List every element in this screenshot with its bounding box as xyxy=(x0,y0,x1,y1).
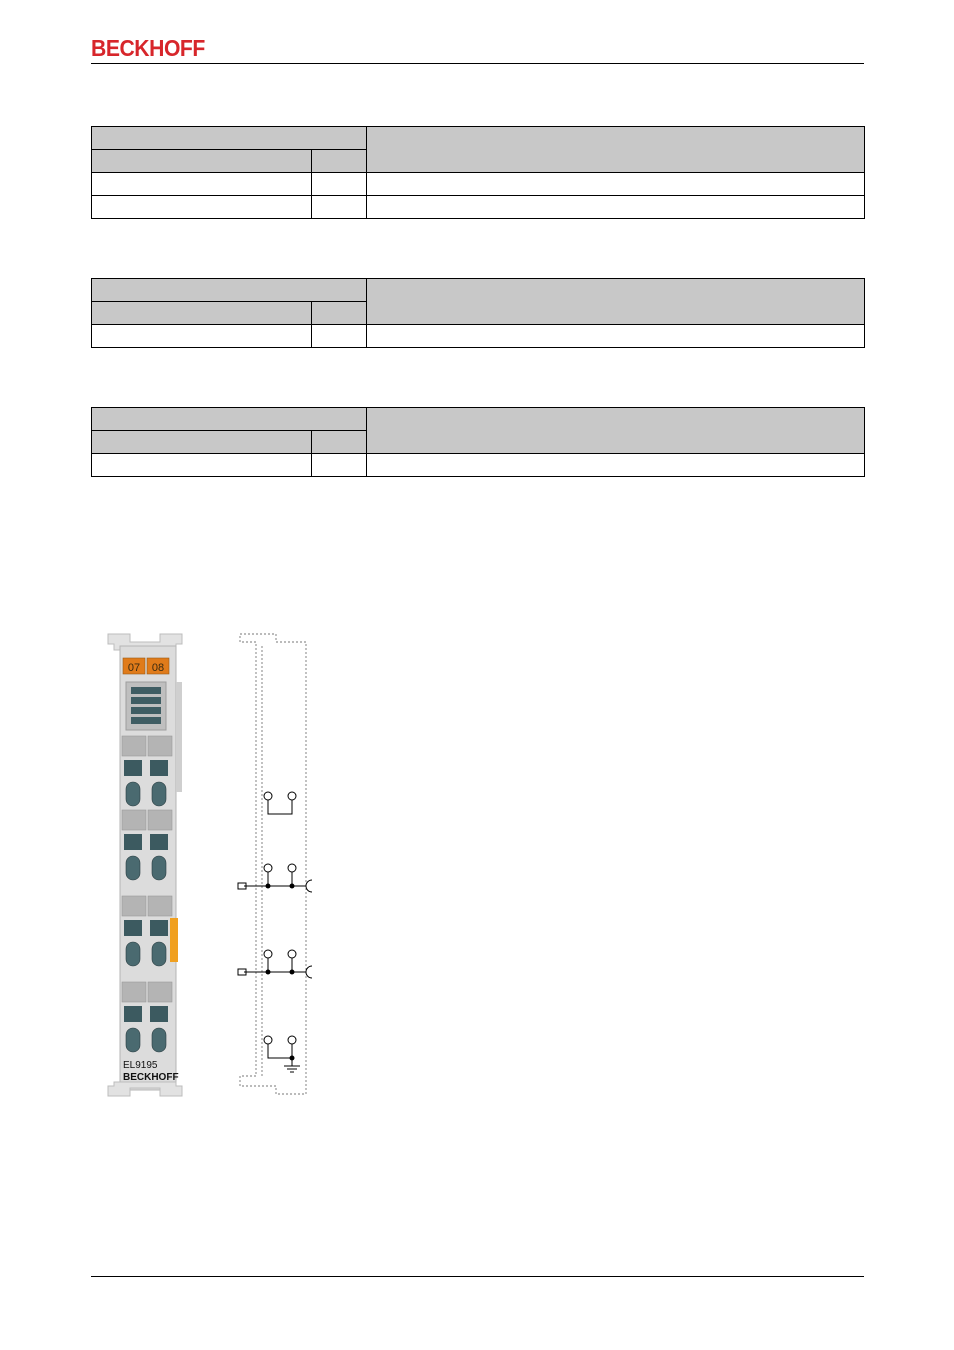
table-row xyxy=(92,454,865,477)
spec-table-1 xyxy=(91,126,865,219)
header-cell xyxy=(92,302,312,325)
table-cell xyxy=(312,196,367,219)
header-cell xyxy=(92,279,367,302)
table-cell xyxy=(312,173,367,196)
header-cell xyxy=(367,279,865,325)
module-model-label: EL9195 xyxy=(123,1060,158,1071)
table-header-row xyxy=(92,408,865,431)
table-cell xyxy=(92,196,312,219)
table-cell xyxy=(367,454,865,477)
table-cell xyxy=(312,325,367,348)
table-cell xyxy=(312,454,367,477)
table-cell xyxy=(92,173,312,196)
table-header-row xyxy=(92,279,865,302)
brand-logo: BECKHOFF xyxy=(91,35,205,61)
header-cell xyxy=(312,431,367,454)
header-cell xyxy=(92,150,312,173)
module-brand-label: BECKHOFF xyxy=(123,1072,179,1083)
led-label: 07 xyxy=(127,662,141,674)
led-label: 08 xyxy=(151,662,165,674)
table-row xyxy=(92,325,865,348)
table-cell xyxy=(367,173,865,196)
table-row xyxy=(92,173,865,196)
table-row xyxy=(92,196,865,219)
header-cell xyxy=(92,431,312,454)
table-cell xyxy=(367,196,865,219)
table-cell xyxy=(92,454,312,477)
header-cell xyxy=(312,302,367,325)
header-cell xyxy=(92,408,367,431)
table-cell xyxy=(367,325,865,348)
spec-table-2 xyxy=(91,278,865,348)
wiring-schematic xyxy=(236,632,320,1098)
table-header-row xyxy=(92,127,865,150)
header-cell xyxy=(367,127,865,173)
header-cell xyxy=(367,408,865,454)
terminal-module-image xyxy=(104,632,184,1098)
footer-rule xyxy=(91,1276,864,1277)
header-rule xyxy=(91,63,864,64)
table-cell xyxy=(92,325,312,348)
header-cell xyxy=(312,150,367,173)
header-cell xyxy=(92,127,367,150)
spec-table-3 xyxy=(91,407,865,477)
